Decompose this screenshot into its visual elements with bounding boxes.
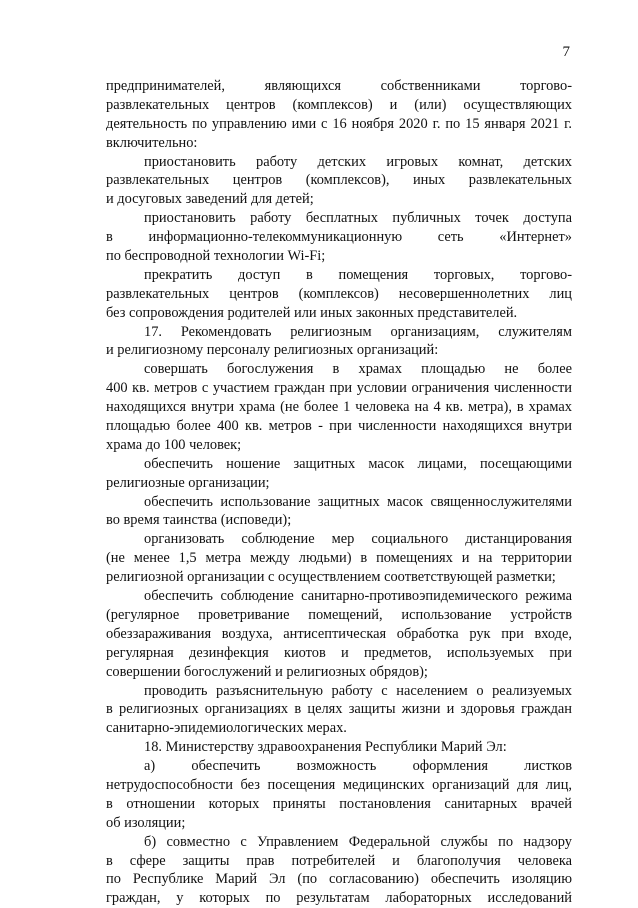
- page-number: 7: [562, 44, 570, 60]
- text-line: 18. Министерству здравоохранения Республики Марий Эл:: [144, 739, 507, 756]
- text-line: предпринимателей, являющихся собственниками торгово-: [106, 78, 572, 94]
- text-line: по Республике Марий Эл (по согласованию) обеспечить изоляцию: [106, 871, 572, 888]
- text-line: религиозной организации с осуществлением соответствующей разметки;: [106, 569, 556, 586]
- text-line: и досуговых заведений для детей;: [106, 191, 314, 208]
- text-line: организовать соблюдение мер социального дистанцирования: [144, 531, 572, 548]
- text-line: без сопровождения родителей или иных законных представителей.: [106, 304, 518, 321]
- text-line: развлекательных центров (комплексов), иных развлекательных: [106, 172, 572, 189]
- text-line: находящихся внутри храма (не более 1 человека на 4 кв. метра), в храмах: [106, 399, 572, 416]
- text-line: в отношении которых приняты постановления санитарных врачей: [106, 795, 572, 812]
- text-line: площадью более 400 кв. метров - при численности находящихся внутри: [106, 418, 572, 435]
- text-line: и религиозному персоналу религиозных организаций:: [106, 342, 439, 359]
- text-line: обеспечить использование защитных масок священнослужителями: [144, 493, 572, 510]
- document-body: [106, 77, 572, 908]
- text-line: деятельность по управлению ими с 16 ноября 2020 г. по 15 января 2021 г.: [106, 115, 572, 132]
- text-line: в информационно-телекоммуникационную сеть «Интернет»: [106, 229, 572, 246]
- text-line: регулярная дезинфекция киотов и предметов, используемых при: [106, 644, 572, 661]
- text-line: обеспечить ношение защитных масок лицами, посещающими: [144, 455, 572, 472]
- text-line: 17. Рекомендовать религиозным организациям, служителям: [144, 323, 572, 340]
- text-line: обеззараживания воздуха, антисептическая обработка рук при входе,: [106, 625, 572, 642]
- text-line: обеспечить соблюдение санитарно-противоэпидемического режима: [144, 588, 572, 605]
- text-line: совершении богослужений и религиозных обрядов);: [106, 663, 428, 680]
- text-line: во время таинства (исповеди);: [106, 512, 292, 529]
- text-line: (не менее 1,5 метра между людьми) в помещениях и на территории: [106, 550, 572, 567]
- text-line: развлекательных центров (комплексов) несовершеннолетних лиц: [106, 285, 572, 302]
- text-line: храма до 100 человек;: [106, 436, 242, 453]
- text-line: а) обеспечить возможность оформления листков: [144, 758, 572, 775]
- text-line: религиозные организации;: [106, 474, 270, 491]
- text-line: нетрудоспособности без посещения медицинских организаций для лиц,: [106, 776, 572, 793]
- text-line: в религиозных организациях в целях защиты жизни и здоровья граждан: [106, 701, 572, 718]
- text-line: включительно:: [106, 134, 198, 151]
- text-line: развлекательных центров (комплексов) и (или) осуществляющих: [106, 96, 572, 113]
- text-line: б) совместно с Управлением Федеральной службы по надзору: [144, 833, 572, 850]
- text-line: проводить разъяснительную работу с населением о реализуемых: [144, 682, 572, 699]
- text-line: в сфере защиты прав потребителей и благополучия человека: [106, 852, 572, 869]
- text-line: санитарно-эпидемиологических мерах.: [106, 720, 347, 737]
- text-line: 400 кв. метров с участием граждан при условии ограничения численности: [106, 380, 572, 397]
- text-line: приостановить работу детских игровых комнат, детских: [144, 153, 572, 170]
- text-line: граждан, у которых по результатам лабораторных исследований: [106, 890, 572, 907]
- text-line: прекратить доступ в помещения торговых, торгово-: [144, 266, 572, 283]
- text-line: об изоляции;: [106, 814, 186, 831]
- text-line: по беспроводной технологии Wi-Fi;: [106, 248, 326, 265]
- text-line: совершать богослужения в храмах площадью не более: [144, 361, 572, 378]
- text-line: приостановить работу бесплатных публичных точек доступа: [144, 210, 572, 227]
- text-line: (регулярное проветривание помещений, использование устройств: [106, 606, 572, 623]
